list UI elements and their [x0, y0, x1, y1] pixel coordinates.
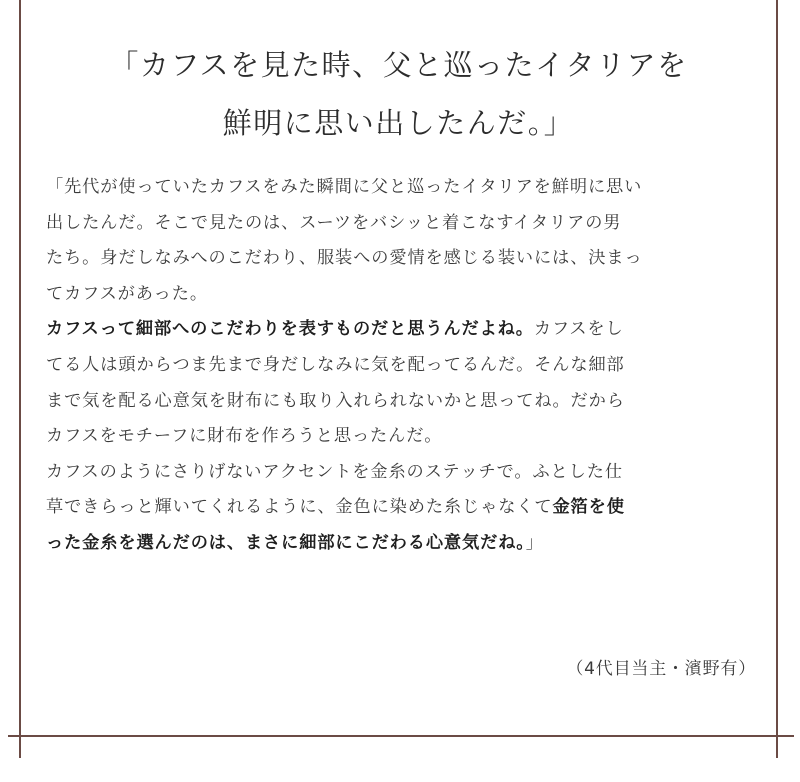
body-line: カフスのようにさりげないアクセントを金糸のステッチで。ふとした仕 [46, 461, 623, 482]
emphasis-text: った金糸を選んだのは、まさに細部にこだわる心意気だね。 [46, 532, 526, 553]
body-line: たち。身だしなみへのこだわり、服装への愛情を感じる装いには、決まっ [46, 248, 643, 269]
emphasis-text: カフスって細部へのこだわりを表すものだと思うんだよね。 [46, 319, 534, 340]
body-text: 」 [525, 532, 544, 553]
headline-line-2: 鮮明に思い出したんだ。」 [222, 106, 575, 140]
quote-body [46, 170, 746, 562]
body-line: てる人は頭からつま先まで身だしなみに気を配ってるんだ。そんな細部 [46, 354, 625, 375]
frame-bottom-border [8, 735, 794, 737]
body-line: カフスをモチーフに財布を作ろうと思ったんだ。 [46, 426, 443, 447]
body-line: まで気を配る心意気を財布にも取り入れられないかと思ってね。だから [46, 390, 625, 411]
body-line [46, 526, 746, 562]
body-line [46, 490, 746, 526]
body-text: 草できらっと輝いてくれるように、金色に染めた糸じゃなくて [46, 497, 553, 518]
body-line: 「先代が使っていたカフスをみた瞬間に父と巡ったイタリアを鮮明に思い [46, 177, 643, 197]
headline-line-1: 「カフスを見た時、父と巡ったイタリアを [109, 48, 688, 82]
quote-headline [21, 36, 776, 152]
attribution: （4代目当主・濱野有） [566, 659, 756, 679]
body-text: カフスをし [533, 319, 624, 340]
emphasis-text: 金箔を使 [552, 497, 625, 518]
body-line: 出したんだ。そこで見たのは、スーツをバシッと着こなすイタリアの男 [46, 212, 622, 233]
body-line: てカフスがあった。 [46, 283, 208, 304]
body-line [46, 312, 746, 348]
frame-right-border [776, 0, 778, 758]
